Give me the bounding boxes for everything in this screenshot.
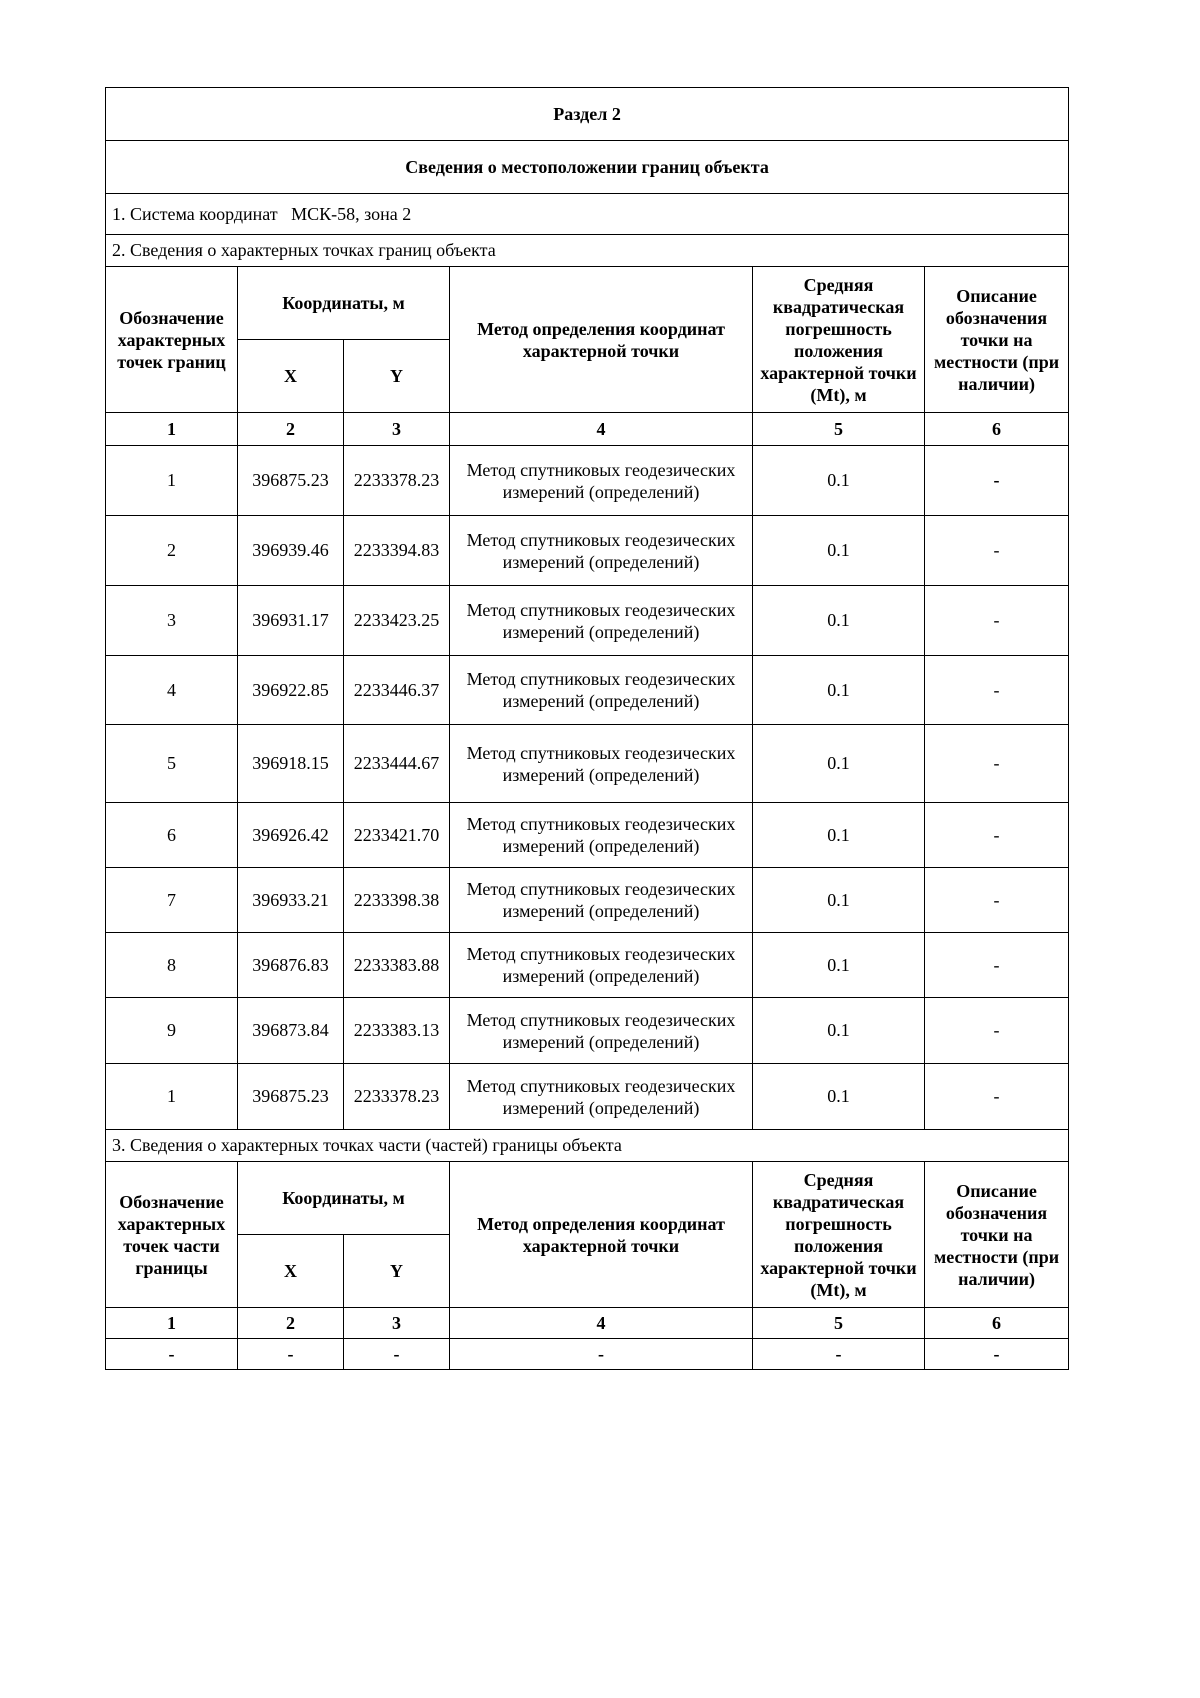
point-method: Метод спутниковых геодезических измерений (определений) xyxy=(450,868,753,933)
point-desc: - xyxy=(925,516,1069,586)
column-numbers-row xyxy=(106,413,1069,446)
point-id: 3 xyxy=(106,586,238,656)
coord-system-row xyxy=(106,194,1069,235)
point-desc: - xyxy=(925,586,1069,656)
point-mt: 0.1 xyxy=(753,1064,925,1130)
col-number: 5 xyxy=(753,1308,925,1339)
parts-header-coords: Координаты, м xyxy=(238,1162,450,1235)
point-method: Метод спутниковых геодезических измерений (определений) xyxy=(450,586,753,656)
col-number: 2 xyxy=(238,413,344,446)
point-mt: 0.1 xyxy=(753,446,925,516)
table-row xyxy=(106,998,1069,1064)
table-row xyxy=(106,868,1069,933)
point-method: Метод спутниковых геодезических измерений (определений) xyxy=(450,933,753,998)
point-mt: 0.1 xyxy=(753,803,925,868)
point-mt: 0.1 xyxy=(753,868,925,933)
point-y: 2233378.23 xyxy=(344,446,450,516)
parts-header-error: Средняя квадратическая погрешность положения характерной точки (Mt), м xyxy=(753,1162,925,1308)
point-x: 396926.42 xyxy=(238,803,344,868)
parts-column-numbers-row xyxy=(106,1308,1069,1339)
parts-header-description: Описание обозначения точки на местности (при наличии) xyxy=(925,1162,1069,1308)
point-id: 4 xyxy=(106,656,238,725)
table-row xyxy=(106,656,1069,725)
col-number: 4 xyxy=(450,1308,753,1339)
point-x: 396931.17 xyxy=(238,586,344,656)
point-y: 2233398.38 xyxy=(344,868,450,933)
parts-cell: - xyxy=(106,1339,238,1370)
point-desc: - xyxy=(925,446,1069,516)
header-y: Y xyxy=(344,340,450,413)
point-method: Метод спутниковых геодезических измерений (определений) xyxy=(450,998,753,1064)
col-number: 1 xyxy=(106,413,238,446)
parts-cell: - xyxy=(753,1339,925,1370)
parts-header-y: Y xyxy=(344,1235,450,1308)
coord-system-label: 1. Система координат xyxy=(112,203,278,224)
header-x: X xyxy=(238,340,344,413)
point-mt: 0.1 xyxy=(753,516,925,586)
point-x: 396933.21 xyxy=(238,868,344,933)
col-number: 3 xyxy=(344,413,450,446)
col-number: 6 xyxy=(925,413,1069,446)
table-row xyxy=(106,586,1069,656)
point-desc: - xyxy=(925,868,1069,933)
table-row xyxy=(106,1339,1069,1370)
table-row xyxy=(106,933,1069,998)
header-designation: Обозначение характерных точек границ xyxy=(106,267,238,413)
point-x: 396939.46 xyxy=(238,516,344,586)
header-error: Средняя квадратическая погрешность положения характерной точки (Mt), м xyxy=(753,267,925,413)
parts-cell: - xyxy=(344,1339,450,1370)
parts-header-x: X xyxy=(238,1235,344,1308)
point-y: 2233444.67 xyxy=(344,725,450,803)
point-mt: 0.1 xyxy=(753,998,925,1064)
col-number: 2 xyxy=(238,1308,344,1339)
point-mt: 0.1 xyxy=(753,933,925,998)
header-method: Метод определения координат характерной точки xyxy=(450,267,753,413)
col-number: 4 xyxy=(450,413,753,446)
point-id: 5 xyxy=(106,725,238,803)
parts-cell: - xyxy=(450,1339,753,1370)
point-id: 1 xyxy=(106,1064,238,1130)
point-y: 2233446.37 xyxy=(344,656,450,725)
parts-cell: - xyxy=(925,1339,1069,1370)
point-desc: - xyxy=(925,725,1069,803)
parts-cell: - xyxy=(238,1339,344,1370)
col-number: 1 xyxy=(106,1308,238,1339)
col-number: 3 xyxy=(344,1308,450,1339)
point-mt: 0.1 xyxy=(753,586,925,656)
point-x: 396876.83 xyxy=(238,933,344,998)
point-id: 1 xyxy=(106,446,238,516)
point-x: 396875.23 xyxy=(238,446,344,516)
point-id: 9 xyxy=(106,998,238,1064)
table-row xyxy=(106,446,1069,516)
point-method: Метод спутниковых геодезических измерений (определений) xyxy=(450,656,753,725)
table-row xyxy=(106,803,1069,868)
point-y: 2233423.25 xyxy=(344,586,450,656)
table-row xyxy=(106,725,1069,803)
parts-header-designation: Обозначение характерных точек части границы xyxy=(106,1162,238,1308)
point-mt: 0.1 xyxy=(753,656,925,725)
section-title: Раздел 2 xyxy=(106,88,1069,141)
point-id: 2 xyxy=(106,516,238,586)
point-y: 2233378.23 xyxy=(344,1064,450,1130)
point-id: 8 xyxy=(106,933,238,998)
point-x: 396918.15 xyxy=(238,725,344,803)
point-id: 6 xyxy=(106,803,238,868)
point-y: 2233394.83 xyxy=(344,516,450,586)
point-x: 396875.23 xyxy=(238,1064,344,1130)
point-desc: - xyxy=(925,803,1069,868)
point-method: Метод спутниковых геодезических измерений (определений) xyxy=(450,1064,753,1130)
coord-system-value: МСК-58, зона 2 xyxy=(291,203,412,224)
header-coords: Координаты, м xyxy=(238,267,450,340)
document-sheet xyxy=(105,87,1068,1370)
point-method: Метод спутниковых геодезических измерений (определений) xyxy=(450,516,753,586)
parts-header-method: Метод определения координат характерной точки xyxy=(450,1162,753,1308)
document-subtitle: Сведения о местоположении границ объекта xyxy=(106,141,1069,194)
points-section-title: 2. Сведения о характерных точках границ объекта xyxy=(106,235,1069,267)
point-method: Метод спутниковых геодезических измерений (определений) xyxy=(450,725,753,803)
point-desc: - xyxy=(925,998,1069,1064)
point-x: 396873.84 xyxy=(238,998,344,1064)
parts-section-title: 3. Сведения о характерных точках части (частей) границы объекта xyxy=(106,1130,1069,1162)
boundary-table xyxy=(105,87,1069,1370)
point-y: 2233421.70 xyxy=(344,803,450,868)
point-desc: - xyxy=(925,1064,1069,1130)
point-desc: - xyxy=(925,933,1069,998)
point-method: Метод спутниковых геодезических измерений (определений) xyxy=(450,803,753,868)
table-row xyxy=(106,1064,1069,1130)
point-x: 396922.85 xyxy=(238,656,344,725)
table-row xyxy=(106,516,1069,586)
col-number: 5 xyxy=(753,413,925,446)
point-id: 7 xyxy=(106,868,238,933)
point-method: Метод спутниковых геодезических измерений (определений) xyxy=(450,446,753,516)
header-description: Описание обозначения точки на местности (при наличии) xyxy=(925,267,1069,413)
point-y: 2233383.13 xyxy=(344,998,450,1064)
point-mt: 0.1 xyxy=(753,725,925,803)
point-desc: - xyxy=(925,656,1069,725)
point-y: 2233383.88 xyxy=(344,933,450,998)
col-number: 6 xyxy=(925,1308,1069,1339)
